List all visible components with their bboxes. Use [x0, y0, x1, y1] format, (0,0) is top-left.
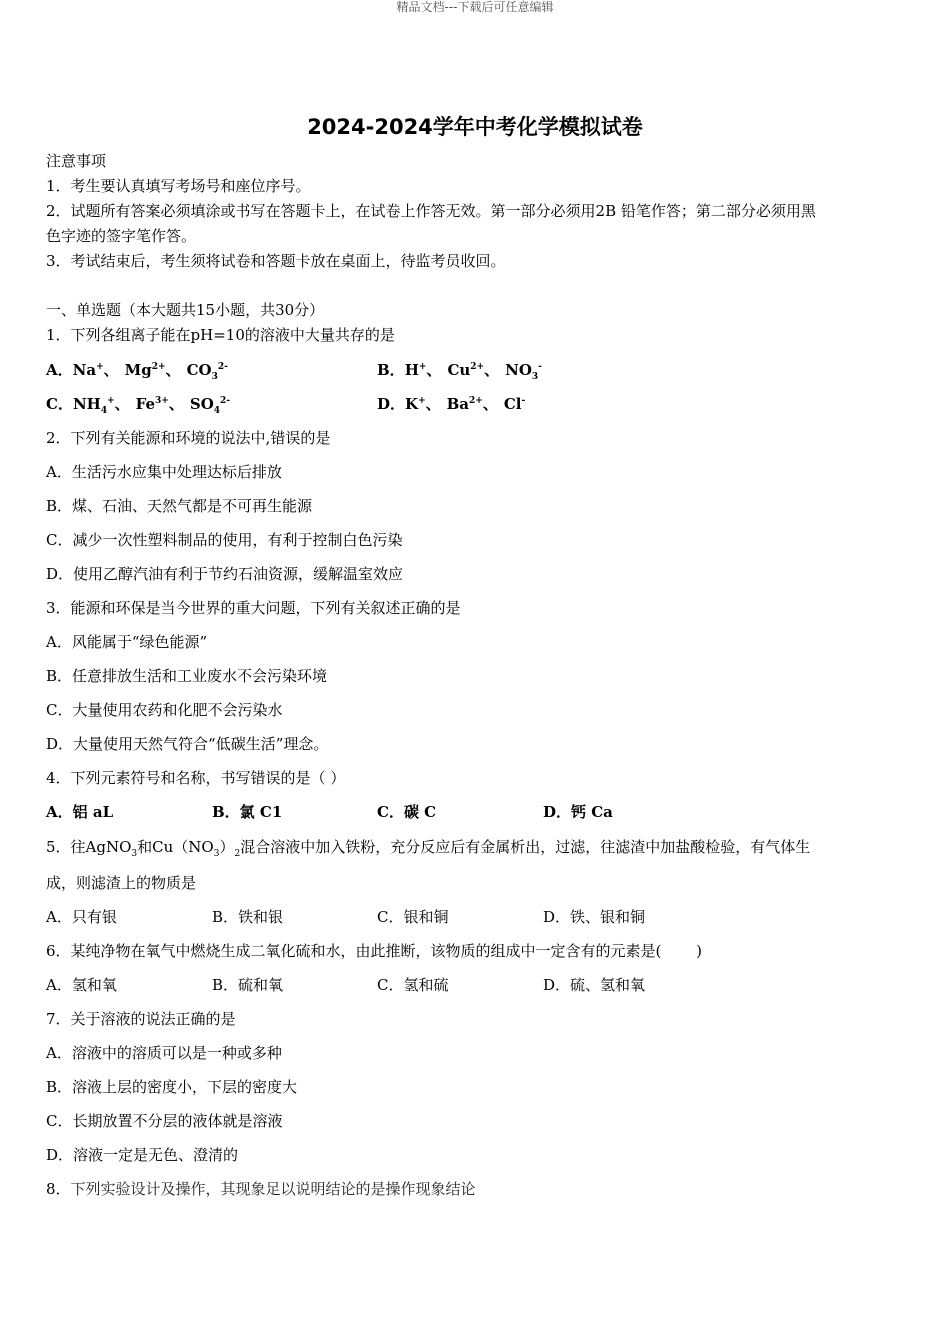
question-5-stem: 5．往AgNO$_3$和$Cu(NO_3)_2$混合溶液中加入铁粉，充分反应后有金属析出，过滤，往滤渣中加盐酸检验，有气体生 [46, 838, 811, 859]
question-2-option: C．减少一次性塑料制品的使用，有利于控制白色污染 [46, 531, 403, 549]
question-6-option-c: C．氢和硫 [377, 976, 449, 994]
question-7-option: D．溶液一定是无色、澄清的 [46, 1146, 239, 1164]
question-2-option: D．使用乙醇汽油有利于节约石油资源，缓解温室效应 [46, 565, 404, 583]
page-title: 2024-2024学年中考化学模拟试卷 [307, 115, 643, 139]
question-7-option: A．溶液中的溶质可以是一种或多种 [46, 1044, 282, 1062]
question-5-option-c: C．银和铜 [377, 908, 449, 926]
section-heading: 一、单选题（本大题共15小题，共30分） [46, 301, 325, 319]
question-6-option-d: D．硫、氢和氧 [543, 976, 646, 994]
question-6-stem: 6．某纯净物在氧气中燃烧生成二氧化硫和水，由此推断，该物质的组成中一定含有的元素是( ) [46, 942, 703, 960]
question-4-option-c: C．碳 C [377, 803, 437, 821]
question-1-option-b: B．H+、 $Cu^{2+}$、 $NO_3^-$ [377, 361, 542, 382]
question-5-option-b: B．铁和银 [212, 908, 284, 926]
question-2-option: A．生活污水应集中处理达标后排放 [46, 463, 282, 481]
notice-item: 1．考生要认真填写考场号和座位序号。 [46, 177, 311, 195]
question-5-option-d: D．铁、银和铜 [543, 908, 646, 926]
question-4-option-a: A．铝 aL [46, 803, 114, 821]
notice-item: 2．试题所有答案必须填涂或书写在答题卡上，在试卷上作答无效。第一部分必须用2B 铅笔作答；第二部分必须用黑 [46, 202, 816, 220]
question-2-stem: 2．下列有关能源和环境的说法中,错误的是 [46, 429, 331, 447]
question-4-stem: 4．下列元素符号和名称，书写错误的是（ ） [46, 769, 346, 787]
question-5-stem-cont: 成，则滤渣上的物质是 [46, 874, 197, 892]
notice-heading: 注意事项 [46, 152, 107, 170]
question-3-option: A．风能属于“绿色能源” [46, 633, 208, 651]
question-5-option-a: A．只有银 [46, 908, 117, 926]
question-1-option-d: D．K+、 $Ba^{2+}$、 Cl- [377, 395, 526, 413]
question-6-option-b: B．硫和氧 [212, 976, 284, 994]
question-3-option: C．大量使用农药和化肥不会污染水 [46, 701, 283, 719]
notice-item: 3．考试结束后，考生须将试卷和答题卡放在桌面上，待监考员收回。 [46, 252, 506, 270]
question-1-option-a: A．Na+、 $Mg^{2+}$、 $CO_3^{2-}$ [46, 361, 228, 382]
question-6-option-a: A．氢和氧 [46, 976, 117, 994]
question-8-stem: 8．下列实验设计及操作，其现象足以说明结论的是操作现象结论 [46, 1180, 476, 1198]
question-7-stem: 7．关于溶液的说法正确的是 [46, 1010, 236, 1028]
question-1-stem: 1．下列各组离子能在pH=10的溶液中大量共存的是 [46, 326, 395, 344]
watermark: 精品文档---下载后可任意编辑 [396, 0, 554, 14]
question-3-option: D．大量使用天然气符合“低碳生活”理念。 [46, 735, 329, 753]
question-7-option: B．溶液上层的密度小，下层的密度大 [46, 1078, 298, 1096]
question-7-option: C．长期放置不分层的液体就是溶液 [46, 1112, 283, 1130]
question-3-option: B．任意排放生活和工业废水不会污染环境 [46, 667, 328, 685]
question-1-option-c: C．$NH_4^+$、 $Fe^{3+}$、 $SO_4^{2-}$ [46, 395, 231, 416]
question-2-option: B．煤、石油、天然气都是不可再生能源 [46, 497, 313, 515]
notice-item: 色字迹的签字笔作答。 [46, 227, 197, 245]
question-4-option-d: D．钙 Ca [543, 803, 613, 821]
question-3-stem: 3．能源和环保是当今世界的重大问题，下列有关叙述正确的是 [46, 599, 461, 617]
question-4-option-b: B．氯 C1 [212, 803, 283, 821]
